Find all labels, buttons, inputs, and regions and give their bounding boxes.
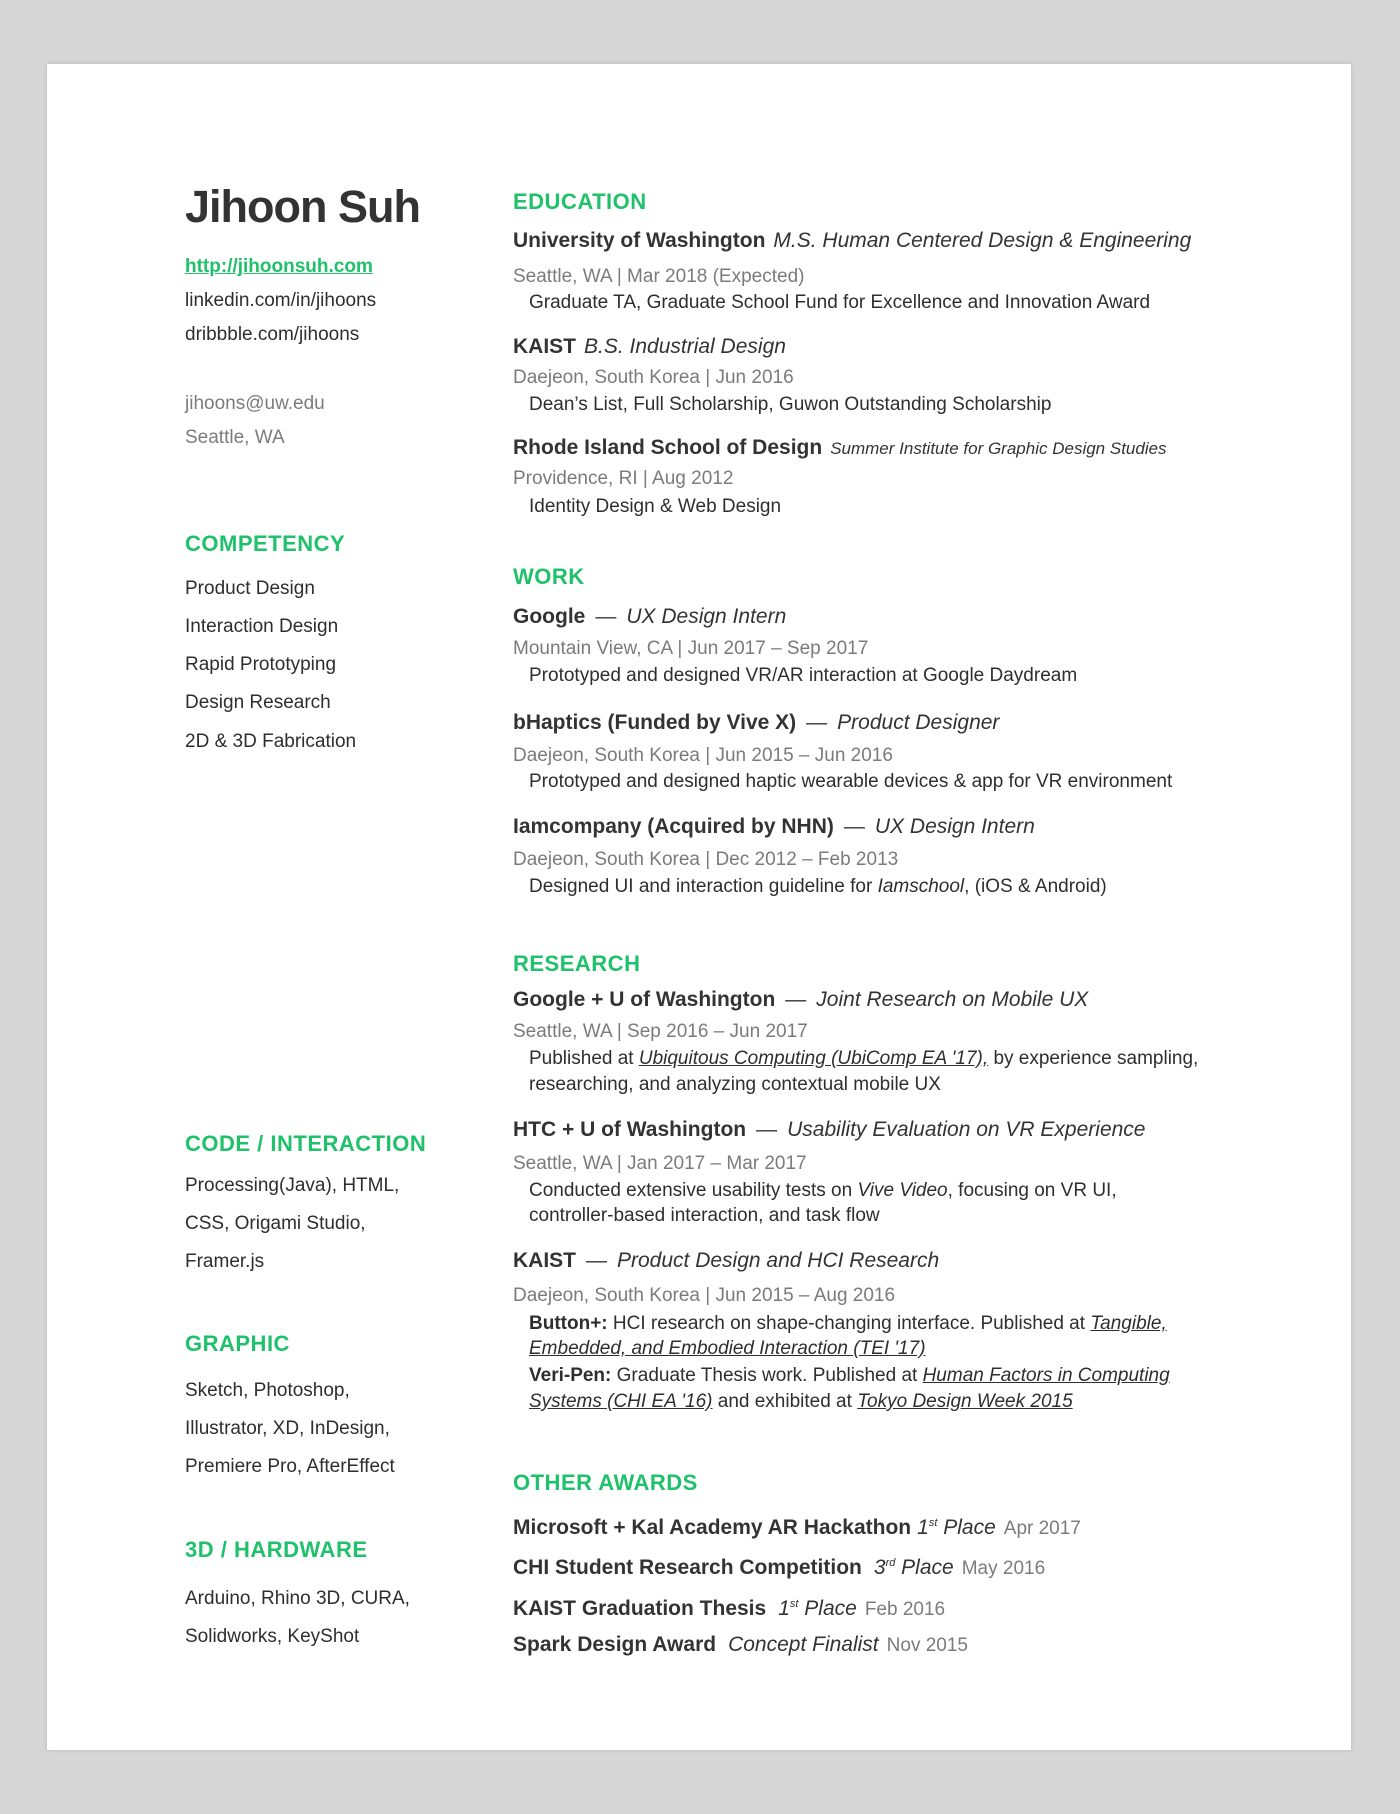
work-desc (529, 874, 1107, 900)
role: UX Design Intern (626, 605, 787, 628)
role: Product Designer (837, 711, 1000, 734)
education-desc: Dean’s List, Full Scholarship, Guwon Outstanding Scholarship (529, 394, 1052, 415)
hardware-line: Arduino, Rhino 3D, CURA, (185, 1588, 410, 1609)
topic: Joint Research on Mobile UX (816, 988, 1089, 1011)
award-item (513, 1550, 1046, 1579)
award-item (513, 1591, 946, 1620)
work-title (513, 814, 1035, 840)
research-meta: Daejeon, South Korea | Jun 2015 – Aug 2016 (513, 1285, 896, 1306)
full-name: Jihoon Suh (185, 181, 420, 232)
dash: — (785, 988, 807, 1011)
award-date: Feb 2016 (864, 1599, 946, 1620)
education-desc: Identity Design & Web Design (529, 496, 782, 517)
award-name: Microsoft + Kal Academy AR Hackathon (513, 1516, 912, 1539)
topic: Product Design and HCI Research (617, 1249, 940, 1272)
research-title (513, 1248, 939, 1274)
work-heading: WORK (513, 564, 585, 589)
code-line: CSS, Origami Studio, (185, 1213, 366, 1234)
publication-link[interactable]: Human Factors in Computing (922, 1365, 1170, 1386)
award-place: 1st Place (917, 1516, 996, 1539)
work-meta: Mountain View, CA | Jun 2017 – Sep 2017 (513, 638, 869, 659)
linkedin-link[interactable]: linkedin.com/in/jihoons (185, 290, 377, 311)
role: UX Design Intern (874, 815, 1035, 838)
education-meta: Daejeon, South Korea | Jun 2016 (513, 367, 794, 388)
award-name: CHI Student Research Competition (513, 1556, 862, 1579)
code-line: Processing(Java), HTML, (185, 1175, 400, 1196)
graphic-line: Premiere Pro, AfterEffect (185, 1456, 395, 1477)
company: Google (513, 605, 586, 628)
education-title (513, 435, 1167, 461)
degree: Summer Institute for Graphic Design Studies (830, 439, 1167, 458)
org: HTC + U of Washington (513, 1118, 747, 1141)
dash: — (756, 1118, 778, 1141)
competency-item: Interaction Design (185, 616, 339, 637)
education-meta: Seattle, WA | Mar 2018 (Expected) (513, 266, 805, 287)
work-desc: Prototyped and designed haptic wearable devices & app for VR environment (529, 771, 1173, 792)
award-place: 3rd Place (873, 1556, 954, 1579)
research-meta: Seattle, WA | Sep 2016 – Jun 2017 (513, 1021, 808, 1042)
publication-link[interactable]: Embedded, and Embodied Interaction (TEI '17) (529, 1338, 926, 1359)
project-label: Veri-Pen: (529, 1365, 612, 1386)
publication-link[interactable]: Tangible, (1090, 1313, 1167, 1334)
desc-text: , focusing on VR UI, (947, 1180, 1117, 1201)
education-meta: Providence, RI | Aug 2012 (513, 468, 734, 489)
school: Rhode Island School of Design (513, 436, 823, 459)
graphic-line: Sketch, Photoshop, (185, 1380, 350, 1401)
org: Google + U of Washington (513, 988, 776, 1011)
research-desc (529, 1178, 1117, 1204)
desc-text: by experience sampling, (988, 1048, 1199, 1069)
research-desc: researching, and analyzing contextual mobile UX (529, 1074, 941, 1095)
publication-link[interactable]: Systems (CHI EA '16) (529, 1391, 713, 1412)
research-title (513, 987, 1088, 1013)
research-meta: Seattle, WA | Jan 2017 – Mar 2017 (513, 1153, 807, 1174)
work-meta: Daejeon, South Korea | Jun 2015 – Jun 2016 (513, 745, 893, 766)
work-title (513, 604, 786, 630)
work-desc: Prototyped and designed VR/AR interaction at Google Daydream (529, 665, 1078, 686)
exhibition-link[interactable]: Tokyo Design Week 2015 (857, 1391, 1073, 1412)
award-place: Concept Finalist (728, 1633, 879, 1656)
dash: — (586, 1249, 607, 1272)
award-item (513, 1632, 968, 1658)
education-desc: Graduate TA, Graduate School Fund for Excellence and Innovation Award (529, 292, 1151, 313)
dribbble-link[interactable]: dribbble.com/jihoons (185, 324, 360, 345)
hardware-heading: 3D / HARDWARE (185, 1537, 368, 1562)
company: Iamcompany (Acquired by NHN) (513, 815, 834, 838)
resume-page (47, 64, 1351, 1750)
competency-heading: COMPETENCY (185, 531, 346, 556)
award-item (513, 1510, 1081, 1539)
email[interactable]: jihoons@uw.edu (185, 393, 325, 414)
award-date: May 2016 (961, 1558, 1046, 1579)
award-place: 1st Place (778, 1597, 857, 1620)
competency-item: Product Design (185, 578, 315, 599)
desc-text: Graduate Thesis work. Published at (611, 1365, 923, 1386)
competency-item: Rapid Prototyping (185, 654, 337, 675)
desc-text: , (iOS & Android) (964, 876, 1107, 897)
award-date: Apr 2017 (1003, 1518, 1081, 1539)
desc-text: and exhibited at (712, 1391, 858, 1412)
education-title (513, 334, 786, 360)
project-label: Button+: (529, 1313, 608, 1334)
desc-text: Published at (529, 1048, 639, 1069)
research-desc (529, 1363, 1170, 1389)
code-line: Framer.js (185, 1251, 265, 1272)
desc-text: Designed UI and interaction guideline for (529, 876, 878, 897)
dash: — (806, 711, 828, 734)
research-desc (529, 1046, 1198, 1072)
competency-item: 2D & 3D Fabrication (185, 731, 357, 752)
degree: B.S. Industrial Design (584, 335, 786, 358)
work-title (513, 710, 999, 736)
website-link[interactable]: http://jihoonsuh.com (185, 256, 373, 277)
dash: — (595, 605, 617, 628)
education-heading: EDUCATION (513, 189, 647, 214)
dash: — (843, 815, 865, 838)
research-desc (529, 1311, 1167, 1337)
research-desc: controller-based interaction, and task flow (529, 1205, 880, 1226)
award-name: KAIST Graduation Thesis (513, 1597, 767, 1620)
topic: Usability Evaluation on VR Experience (787, 1118, 1146, 1141)
graphic-heading: GRAPHIC (185, 1331, 290, 1356)
research-desc (529, 1336, 926, 1362)
education-title (513, 228, 1191, 254)
location: Seattle, WA (185, 427, 285, 448)
award-name: Spark Design Award (513, 1633, 717, 1656)
publication-link[interactable]: Ubiquitous Computing (UbiComp EA '17), (638, 1048, 989, 1069)
award-date: Nov 2015 (886, 1635, 968, 1656)
product-name: Iamschool (877, 876, 965, 897)
graphic-line: Illustrator, XD, InDesign, (185, 1418, 390, 1439)
hardware-line: Solidworks, KeyShot (185, 1626, 360, 1647)
competency-item: Design Research (185, 692, 331, 713)
company: bHaptics (Funded by Vive X) (513, 711, 797, 734)
research-title (513, 1117, 1145, 1143)
research-heading: RESEARCH (513, 951, 641, 976)
school: KAIST (513, 335, 576, 358)
school: University of Washington (513, 229, 766, 252)
degree: M.S. Human Centered Design & Engineering (773, 229, 1192, 252)
desc-text: HCI research on shape-changing interface. Published at (607, 1313, 1091, 1334)
desc-text: Conducted extensive usability tests on (529, 1180, 858, 1201)
product-name: Vive Video (857, 1180, 948, 1201)
org: KAIST (513, 1249, 576, 1272)
code-heading: CODE / INTERACTION (185, 1131, 427, 1156)
awards-heading: OTHER AWARDS (513, 1470, 698, 1495)
work-meta: Daejeon, South Korea | Dec 2012 – Feb 2013 (513, 849, 899, 870)
research-desc (529, 1389, 1073, 1415)
